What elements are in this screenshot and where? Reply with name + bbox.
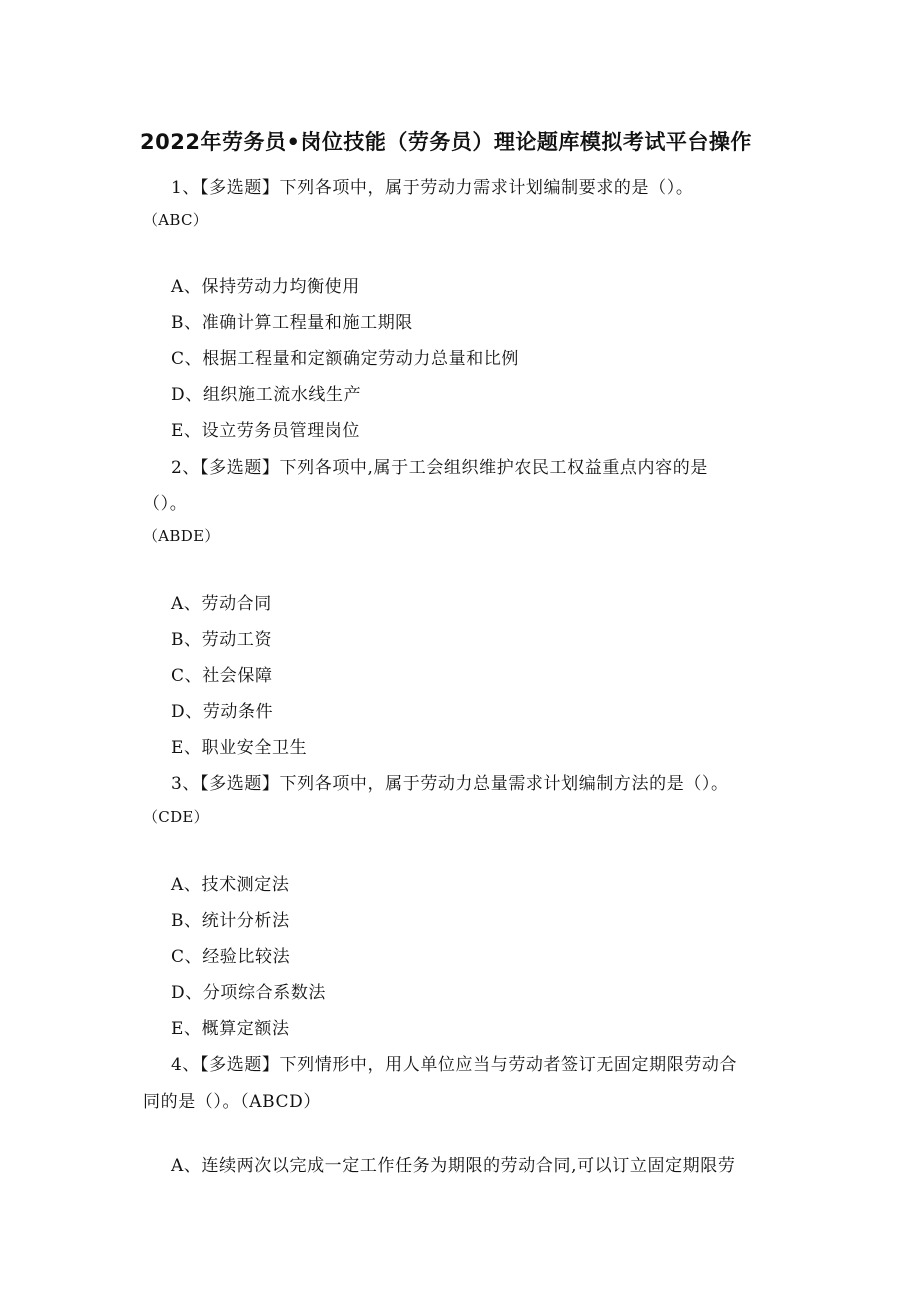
question-2-answer: （ABDE） (143, 527, 220, 545)
question-4-text: 4、【多选题】下列情形中，用人单位应当与劳动者签订无固定期限劳动合 (171, 1055, 738, 1075)
question-2-text: 2、【多选题】下列各项中,属于工会组织维护农民工权益重点内容的是 (171, 458, 708, 478)
question-1-option-e: E、设立劳务员管理岗位 (171, 421, 361, 441)
question-1-text: 1、【多选题】下列各项中，属于劳动力需求计划编制要求的是（）。 (171, 178, 694, 198)
question-3-option-c: C、经验比较法 (171, 947, 291, 967)
question-2-option-a: A、劳动合同 (171, 594, 272, 614)
question-3-answer: （CDE） (143, 808, 209, 826)
question-1-option-d: D、组织施工流水线生产 (171, 385, 362, 405)
question-3-option-b: B、统计分析法 (171, 911, 290, 931)
question-4-option-a: A、连续两次以完成一定工作任务为期限的劳动合同,可以订立固定期限劳 (171, 1156, 736, 1176)
question-3-option-d: D、分项综合系数法 (171, 983, 327, 1003)
question-2-text-cont: （）。 (143, 494, 188, 514)
question-1-option-a: A、保持劳动力均衡使用 (171, 277, 360, 297)
question-2-option-b: B、劳动工资 (171, 630, 273, 650)
question-4-text-cont: 同的是（）。（ABCD） (143, 1092, 321, 1112)
question-2-option-e: E、职业安全卫生 (171, 738, 308, 758)
question-3-option-e: E、概算定额法 (171, 1019, 290, 1039)
question-3-option-a: A、技术测定法 (171, 875, 290, 895)
question-2-option-c: C、社会保障 (171, 666, 273, 686)
document-title: 2022年劳务员•岗位技能（劳务员）理论题库模拟考试平台操作 (140, 130, 752, 154)
question-1-option-c: C、根据工程量和定额确定劳动力总量和比例 (171, 349, 520, 369)
question-1-answer: （ABC） (143, 211, 209, 229)
question-1-option-b: B、准确计算工程量和施工期限 (171, 313, 413, 333)
question-3-text: 3、【多选题】下列各项中，属于劳动力总量需求计划编制方法的是（）。 (171, 774, 729, 794)
question-2-option-d: D、劳动条件 (171, 702, 274, 722)
